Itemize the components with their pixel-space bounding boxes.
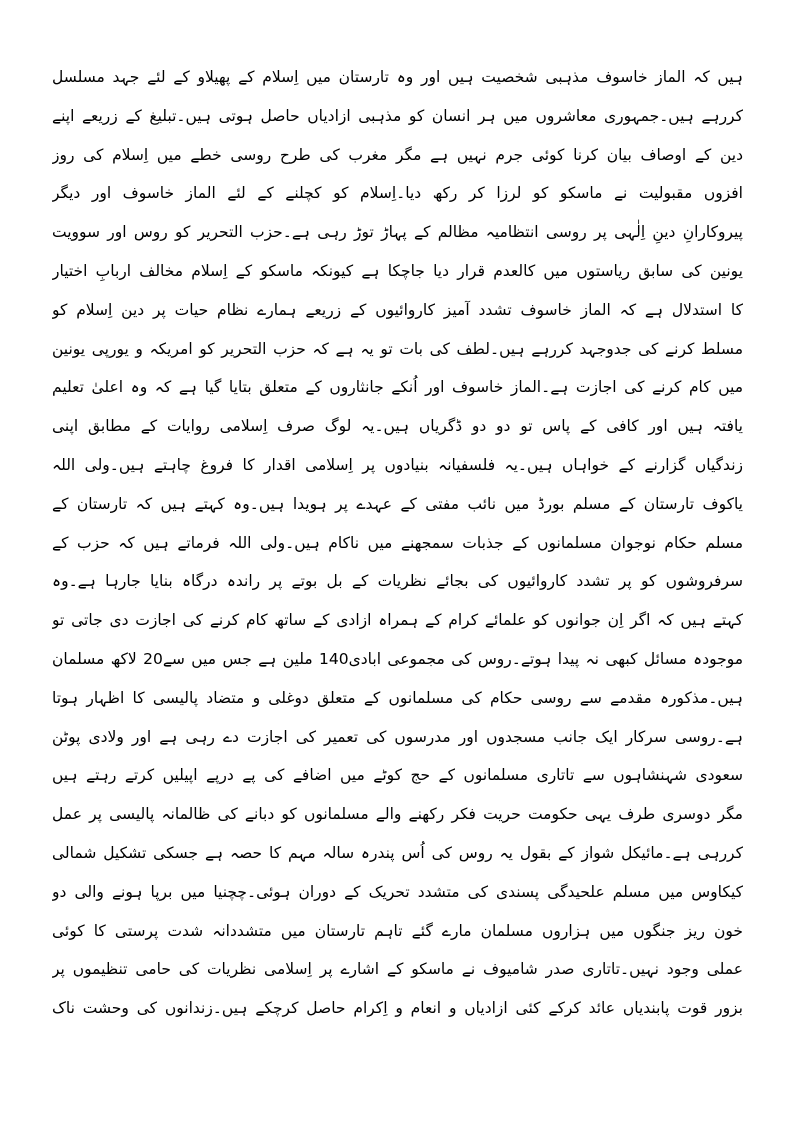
text-line-23: خون ریز جنگوں میں ہزاروں مسلمان مارے گئے تاہم تارستان میں متشددانہ شدت پرستی کا کوئی <box>52 921 743 940</box>
text-line-5: پیروکارانِ دینِ اِلٰہی پر روسی انتظامیہ مظالم کے پہاڑ توڑ رہی ہے۔حزب التحریر کو روس اور سوویت <box>52 223 743 242</box>
text-line-3: دین کے اوصاف بیان کرنا کوئی جرم نہیں ہے مگر مغرب کی طرح روسی خطے میں اِسلام کی روز <box>52 145 743 164</box>
text-line-4: افزوں مقبولیت نے ماسکو کو لرزا کر رکھ دیا۔اِسلام کو کچلنے کے لئے الماز خاسوف اور دیگر <box>52 184 743 203</box>
text-line-16: موجودہ مسائل کبھی نہ پیدا ہوتے۔روس کی مجموعی ابادی140 ملین ہے جس میں سے20 لاکھ مسلمان <box>52 649 743 668</box>
text-line-15: کہتے ہیں کہ اگر اِن جوانوں کو علمائے کرام کے ہمراہ ازادی کے ساتھ کام کرنے کی اجازت دی جاتی تو <box>52 611 743 630</box>
text-line-20: مگر دوسری طرف یہی حکومت حریت فکر رکھنے والے مسلمانوں کو دبانے کی ظالمانہ پالیسی پر عمل <box>52 805 743 824</box>
text-line-10: یافتہ ہیں اور کافی کے پاس تو دو دو ڈگریاں ہیں۔یہ لوگ صرف اِسلامی روایات کے مطابق اپنی <box>52 417 743 436</box>
text-line-6: یونین کی سابق ریاستوں میں کالعدم قرار دیا جاچکا ہے کیونکہ ماسکو کے اِسلام مخالف اربابِ اختیار <box>52 261 743 280</box>
text-line-17: ہیں۔مذکورہ مقدمے سے روسی حکام کی مسلمانوں کے متعلق دوغلی و متضاد پالیسی کا اظہار ہوتا <box>52 688 743 707</box>
text-line-25: بزور قوت پابندیاں عائد کرکے کئی ازادیاں و انعام و اِکرام حاصل کرچکے ہیں۔زندانوں کی وحشت ناک <box>52 999 743 1018</box>
text-line-7: کا استدلال ہے کہ الماز خاسوف تشدد آمیز کاروائیوں کے زریعے ہمارے نظام حیات پر دین اِسلام کو <box>52 300 743 319</box>
text-line-11: زندگیاں گزارنے کے خواہاں ہیں۔یہ فلسفیانہ بنیادوں پر اِسلامی اقدار کا فروغ چاہتے ہیں۔ولی اللہ <box>52 455 743 474</box>
text-line-22: کیکاوس میں مسلم علحیدگی پسندی کی متشدد تحریک کے دوران ہوئی۔چچنیا میں برپا ہونے والی دو <box>52 882 743 901</box>
text-line-13: مسلم حکام نوجوان مسلمانوں کے جذبات سمجھنے میں ناکام ہیں۔ولی اللہ فرماتے ہیں کہ حزب کے <box>52 533 743 552</box>
text-line-21: کررہی ہے۔مائیکل شواز کے بقول یہ روس کی اُس پندرہ سالہ مہم کا حصہ ہے جسکی تشکیل شمالی <box>52 843 743 862</box>
text-line-1: ہیں کہ الماز خاسوف مذہبی شخصیت ہیں اور وہ تارستان میں اِسلام کے پھیلاو کے لئے جہد مسلسل <box>52 68 743 86</box>
text-line-8: مسلط کرنے کی جدوجہد کررہے ہیں۔لطف کی بات تو یہ ہے کہ حزب التحریر کو امریکہ و یورپی یونین <box>52 339 743 358</box>
body-text <box>52 58 743 1028</box>
text-line-18: ہے۔روسی سرکار ایک جانب مسجدوں اور مدرسوں کی تعمیر کی اجازت دے رہی ہے اور ولادی پوٹن <box>52 727 743 746</box>
text-line-14: سرفروشوں کو پر تشدد کاروائیوں کی بجائے نظریات کے بل بوتے پر راندہ درگاہ بنایا جارہا ہے۔وہ <box>52 572 743 591</box>
text-line-24: عملی وجود نہیں۔تاتاری صدر شامیوف نے ماسکو کے اشارے پر اِسلامی نظریات کی حامی تنظیموں پر <box>52 960 743 979</box>
text-line-19: سعودی شہنشاہوں سے تاتاری مسلمانوں کے حج کوٹے میں اضافے کی پے درپے اپیلیں کرتے رہتے ہیں <box>52 766 743 785</box>
text-line-12: یاکوف تارستان کے مسلم بورڈ میں نائب مفتی کے عہدے پر ہویدا ہیں۔وہ کہتے ہیں کہ تارستان کے <box>52 494 743 513</box>
text-line-9: میں کام کرنے کی اجازت ہے۔الماز خاسوف اور اُنکے جانثاروں کے متعلق بتایا گیا ہے کہ وہ اعلیٰ تعلیم <box>52 378 743 397</box>
text-line-2: کررہے ہیں۔جمہوری معاشروں میں ہر انسان کو مذہبی ازادیاں حاصل ہوتی ہیں۔تبلیغ کے زریعے اپنے <box>52 106 743 125</box>
